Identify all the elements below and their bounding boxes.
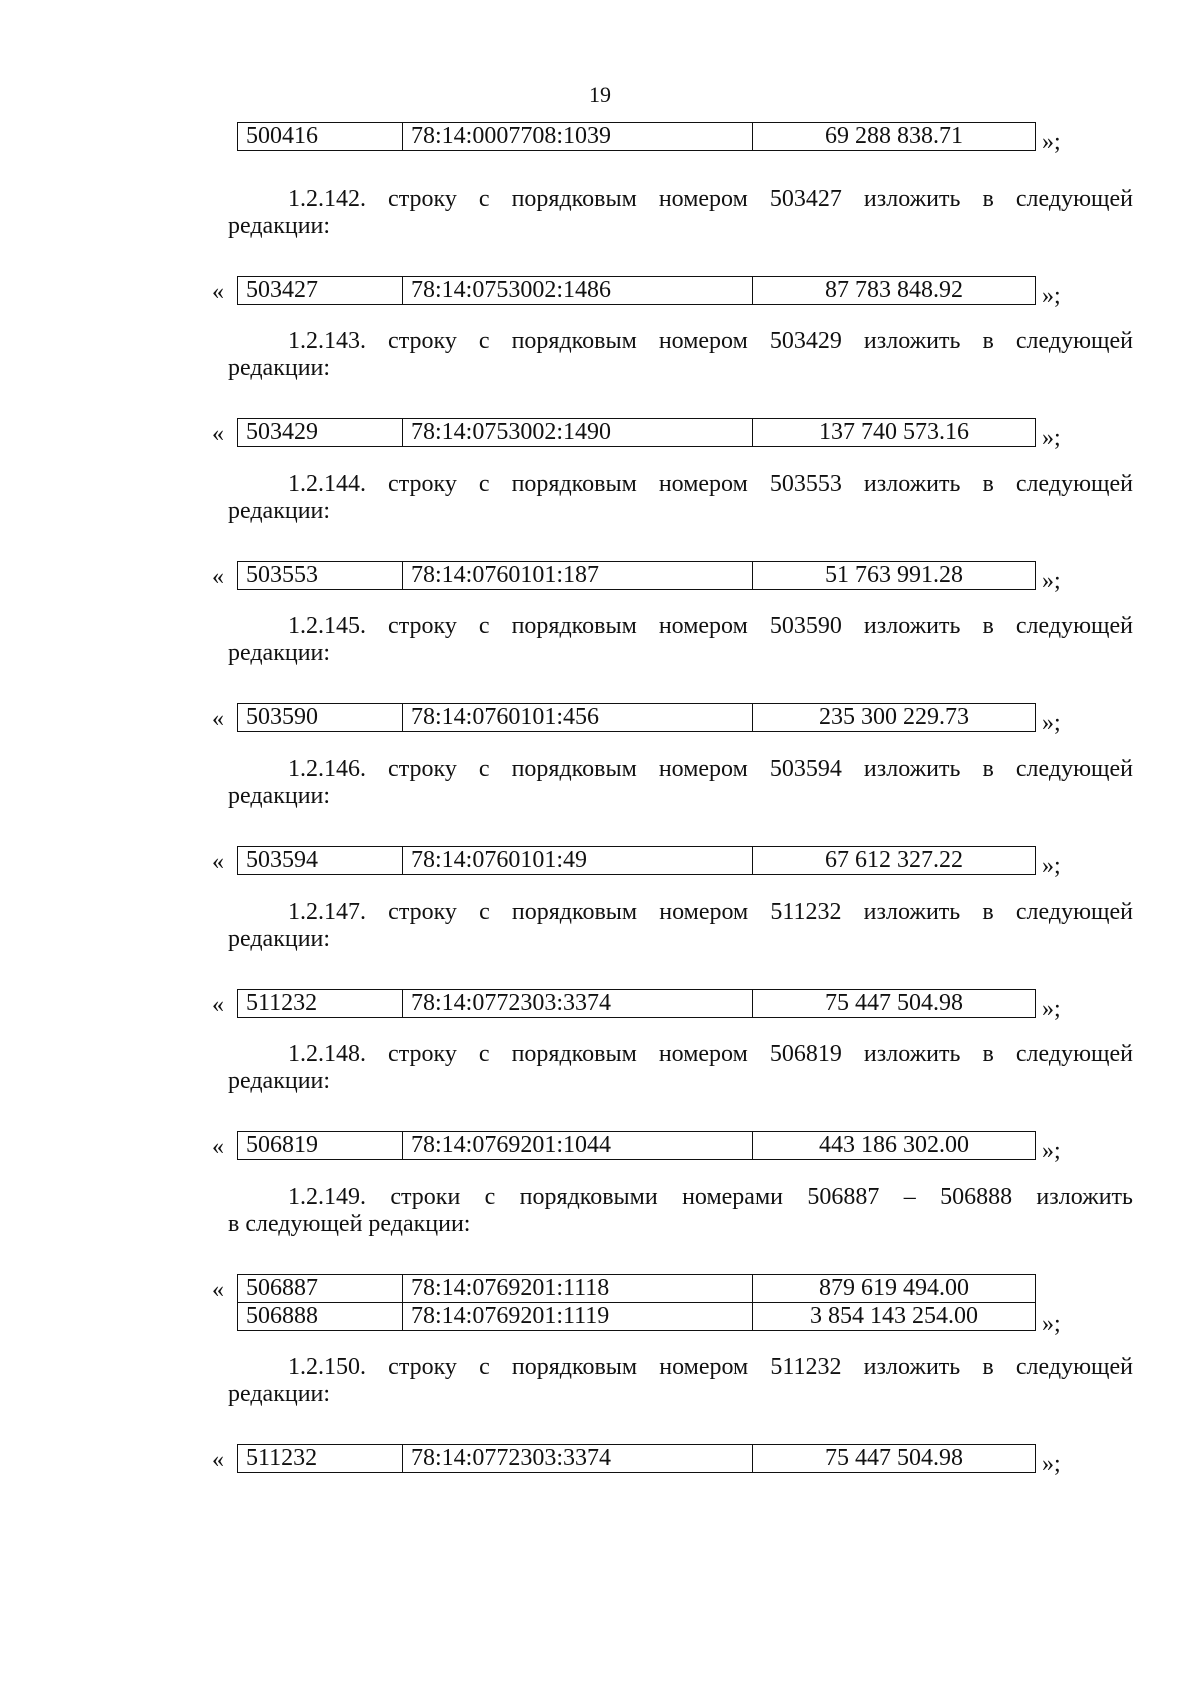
amendment-text-line: редакции: xyxy=(228,355,331,381)
amendment-paragraph xyxy=(228,471,1133,525)
row-value: 443 186 302.00 xyxy=(753,1132,1036,1160)
amendment-table xyxy=(237,1131,1036,1160)
opening-quote: « xyxy=(212,706,224,732)
amendment-paragraph xyxy=(228,186,1133,240)
table-row xyxy=(238,1303,1036,1331)
amendment-paragraph xyxy=(228,756,1133,810)
row-id: 503590 xyxy=(238,704,403,732)
row-cadastral-number: 78:14:0007708:1039 xyxy=(403,123,753,151)
amendment-paragraph xyxy=(228,899,1133,953)
amendment-text-line: 1.2.145. строку с порядковым номером 503590 изложить в следующей xyxy=(288,613,1133,639)
page-number: 19 xyxy=(589,82,611,107)
amendment-paragraph xyxy=(228,613,1133,667)
table-row xyxy=(238,277,1036,305)
table-row xyxy=(238,1132,1036,1160)
amendment-table xyxy=(237,418,1036,447)
table-row xyxy=(238,847,1036,875)
opening-quote: « xyxy=(212,421,224,447)
amendment-text-line: 1.2.143. строку с порядковым номером 503429 изложить в следующей xyxy=(288,328,1133,354)
row-cadastral-number: 78:14:0753002:1486 xyxy=(403,277,753,305)
row-value: 235 300 229.73 xyxy=(753,704,1036,732)
row-cadastral-number: 78:14:0760101:187 xyxy=(403,562,753,590)
amendment-text-line: редакции: xyxy=(228,1381,331,1407)
amendment-paragraph xyxy=(228,1184,1133,1238)
closing-quote: »; xyxy=(1042,425,1061,451)
row-id: 511232 xyxy=(238,1445,403,1473)
row-cadastral-number: 78:14:0769201:1044 xyxy=(403,1132,753,1160)
amendment-text-line: редакции: xyxy=(228,498,331,524)
opening-quote: « xyxy=(212,1277,224,1303)
row-value: 51 763 991.28 xyxy=(753,562,1036,590)
row-value: 75 447 504.98 xyxy=(753,990,1036,1018)
closing-quote: »; xyxy=(1042,1138,1061,1164)
opening-quote: « xyxy=(212,1134,224,1160)
opening-quote: « xyxy=(212,992,224,1018)
table-row xyxy=(238,704,1036,732)
row-value: 3 854 143 254.00 xyxy=(753,1303,1036,1331)
amendment-paragraph xyxy=(228,1354,1133,1408)
opening-quote: « xyxy=(212,279,224,305)
row-cadastral-number: 78:14:0769201:1119 xyxy=(403,1303,753,1331)
row-cadastral-number: 78:14:0753002:1490 xyxy=(403,419,753,447)
row-id: 506819 xyxy=(238,1132,403,1160)
opening-quote: « xyxy=(212,849,224,875)
closing-quote: »; xyxy=(1042,1451,1061,1477)
table-row xyxy=(238,1445,1036,1473)
row-value: 87 783 848.92 xyxy=(753,277,1036,305)
row-id: 506887 xyxy=(238,1275,403,1303)
closing-quote: »; xyxy=(1042,129,1061,155)
row-value: 69 288 838.71 xyxy=(753,123,1036,151)
amendment-text-line: 1.2.142. строку с порядковым номером 503427 изложить в следующей xyxy=(288,186,1133,212)
amendment-text-line: редакции: xyxy=(228,213,331,239)
amendment-table xyxy=(237,1274,1036,1331)
amendment-table xyxy=(237,1444,1036,1473)
amendment-table xyxy=(237,561,1036,590)
amendment-table xyxy=(237,703,1036,732)
row-id: 503427 xyxy=(238,277,403,305)
row-value: 137 740 573.16 xyxy=(753,419,1036,447)
row-value: 75 447 504.98 xyxy=(753,1445,1036,1473)
closing-quote: »; xyxy=(1042,568,1061,594)
amendment-text-line: редакции: xyxy=(228,926,331,952)
amendment-text-line: 1.2.150. строку с порядковым номером 511232 изложить в следующей xyxy=(288,1354,1133,1380)
row-id: 511232 xyxy=(238,990,403,1018)
amendment-table xyxy=(237,846,1036,875)
amendment-text-line: 1.2.149. строки с порядковыми номерами 506887 – 506888 изложить xyxy=(288,1184,1133,1210)
row-id: 506888 xyxy=(238,1303,403,1331)
amendment-text-line: редакции: xyxy=(228,640,331,666)
row-cadastral-number: 78:14:0772303:3374 xyxy=(403,1445,753,1473)
row-value: 879 619 494.00 xyxy=(753,1275,1036,1303)
row-cadastral-number: 78:14:0760101:49 xyxy=(403,847,753,875)
amendment-table xyxy=(237,989,1036,1018)
amendment-table xyxy=(237,276,1036,305)
amendment-text-line: в следующей редакции: xyxy=(228,1211,471,1237)
row-id: 503553 xyxy=(238,562,403,590)
closing-quote: »; xyxy=(1042,1311,1061,1337)
closing-quote: »; xyxy=(1042,710,1061,736)
opening-quote: « xyxy=(212,1447,224,1473)
closing-quote: »; xyxy=(1042,853,1061,879)
closing-quote: »; xyxy=(1042,996,1061,1022)
row-id: 503594 xyxy=(238,847,403,875)
row-cadastral-number: 78:14:0772303:3374 xyxy=(403,990,753,1018)
amendment-text-line: редакции: xyxy=(228,1068,331,1094)
row-cadastral-number: 78:14:0769201:1118 xyxy=(403,1275,753,1303)
amendment-text-line: 1.2.148. строку с порядковым номером 506819 изложить в следующей xyxy=(288,1041,1133,1067)
amendment-text-line: 1.2.144. строку с порядковым номером 503553 изложить в следующей xyxy=(288,471,1133,497)
amendment-text-line: 1.2.146. строку с порядковым номером 503594 изложить в следующей xyxy=(288,756,1133,782)
amendment-text-line: 1.2.147. строку с порядковым номером 511232 изложить в следующей xyxy=(288,899,1133,925)
top-row-table xyxy=(237,122,1036,151)
table-row xyxy=(238,123,1036,151)
row-id: 500416 xyxy=(238,123,403,151)
row-cadastral-number: 78:14:0760101:456 xyxy=(403,704,753,732)
row-value: 67 612 327.22 xyxy=(753,847,1036,875)
table-row xyxy=(238,419,1036,447)
closing-quote: »; xyxy=(1042,283,1061,309)
amendment-text-line: редакции: xyxy=(228,783,331,809)
table-row xyxy=(238,1275,1036,1303)
amendment-paragraph xyxy=(228,328,1133,382)
row-id: 503429 xyxy=(238,419,403,447)
amendment-paragraph xyxy=(228,1041,1133,1095)
opening-quote: « xyxy=(212,564,224,590)
table-row xyxy=(238,562,1036,590)
table-row xyxy=(238,990,1036,1018)
